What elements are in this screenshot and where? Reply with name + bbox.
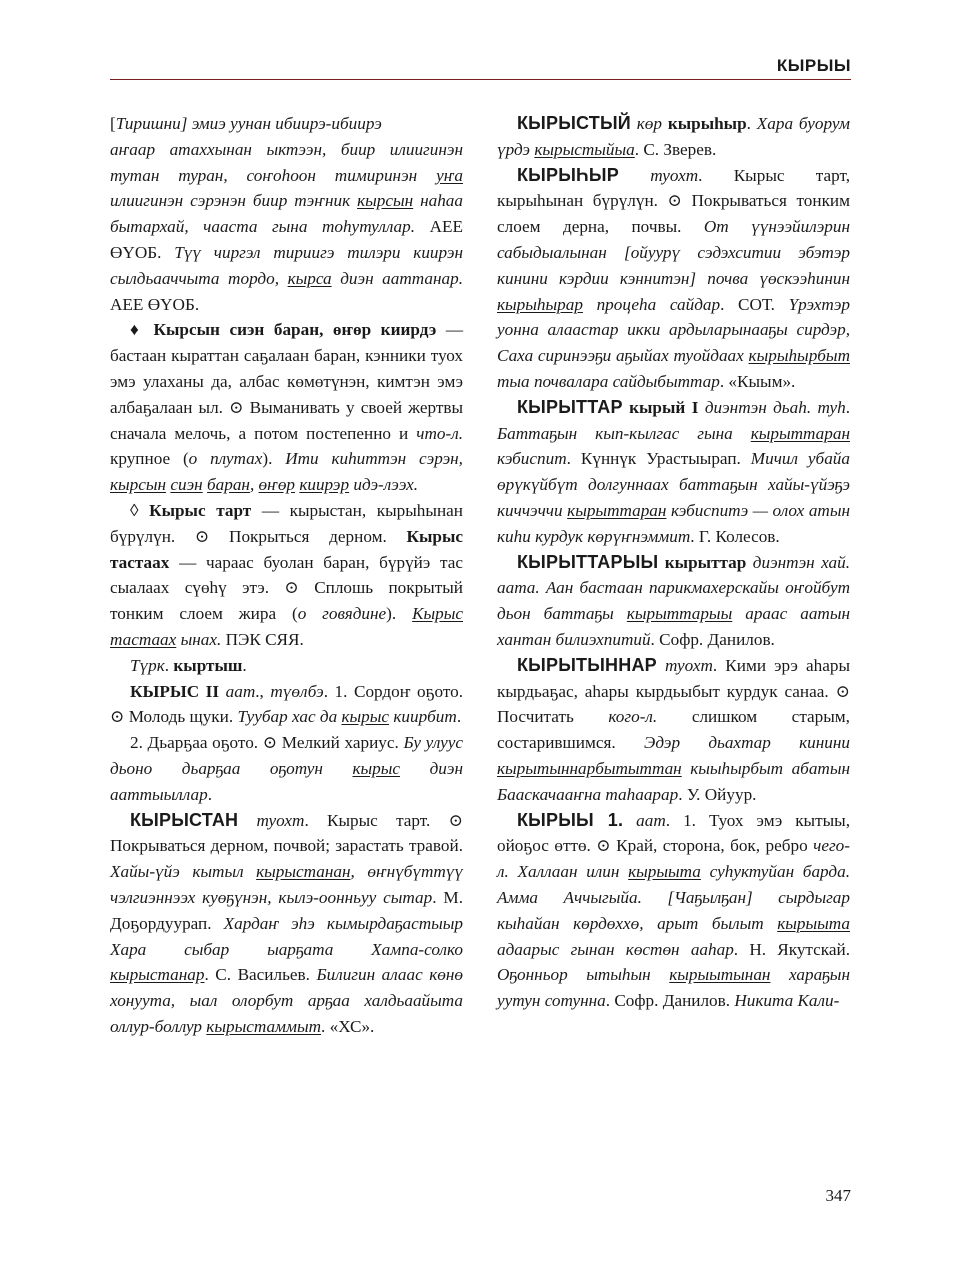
entry-kyryttar: КЫРЫТТАР кырый I диэнтэн дьаһ. туһ. Баттаҕын кып-кылгас гына кырыттаран кэбиспит. Күннүк Урастыырап. Мичил убайа өрүкүйбүт долгуннаах баттаҕын хайы-үйэҕэ киччэччи кырыттаран кэбиспитэ — олох атын киһи курдук көрүҥнэммит. Г. Колесов.: [497, 396, 851, 546]
etymology-note: Түрк. кыртыш.: [130, 655, 247, 675]
entry-kyryttaryy: КЫРЫТТАРЫЫ кырыттар диэнтэн хай. аата. Аан бастаан парикмахерскайы оҥойбут дьон баттаҕы кырыттарыы араас аатын хантан билиэхпитий. Софр. Данилов.: [497, 551, 851, 649]
page-number: 347: [825, 1186, 851, 1205]
right-column: [497, 111, 850, 1014]
headword: КЫРЫС II: [130, 681, 220, 701]
headword: КЫРЫСТАН: [130, 809, 239, 830]
headword: КЫРЫЫ 1.: [517, 809, 624, 830]
entry-continuation: [Тиришни] эмиэ уунан ибиирэ-ибиирэ аҥаар атаххынан ыктээн, биир илиигинэн тутан туран, соҥоһоон тимиринэн уҥа илиигинэн сэрэнэн биир тэҥник кырсын наһаа бытархай, чааста гына тоһутуллар. АЕЕ ӨҮОБ. Түү чиргэл тириигэ тилэри киирэн сылдьааччыта тордо, кырса диэн ааттанар. АЕЕ ӨҮОБ.: [110, 114, 463, 314]
headword: КЫРЫҺЫР: [517, 164, 619, 185]
headword: КЫРЫСТЫЙ: [517, 113, 631, 133]
running-head-title: КЫРЫЫ: [776, 56, 851, 75]
running-header: [110, 52, 851, 80]
entry-kyrys-ii: КЫРЫС II аат., түөлбэ. 1. Сордоҥ оҕото. ⊙ Молодь щуки. Туубар хас да кырыс киирбит.: [110, 681, 464, 727]
entry-kyrystan: КЫРЫСТАН туохт. Кырыс тарт. ⊙ Покрываться дерном, почвой; зарастать травой. Хайы-үйэ кытыл кырыстанан, өҥнүбүттүү чэлгиэннээх куөҕүнэн, кылэ-оонньуу сытар. М. Доҕордуурап. Хардаҥ эһэ кымырдаҕастыыр Хара сыбар ыарҕата Хампа-солко кырыстанар. С. Васильев. Билигин алаас көнө хонуута, ыал олорбут арҕаа халдьаайыта оллур-боллур кырыстаммыт. «ХС».: [110, 809, 464, 1036]
entry-kyryy-1: КЫРЫЫ 1. аат. 1. Туох эмэ кытыы, ойоҕос өттө. ⊙ Край, сторона, бок, ребро чего-л. Халлаан илин кырыыта суһуктуйан барда. Амма Аччыгыйа. [Чаҕылҕан] сырдыгар кыһайан көрдөххө, арыт былыт кырыыта адаарыс гынан көстөн ааһар. Н. Якутскай. Оҕонньор ытыһын кырыытынан хараҕын уутун сотунна. Софр. Данилов. Никита Кали-: [497, 809, 850, 1011]
headword: КЫРЫТТАРЫЫ: [517, 551, 659, 572]
phrase-block: ◊ Кырыс тарт — кырыстан, кырыһынан бүрүлүн. ⊙ Покрыться дерном. Кырыс тастаах — чараас буолан баран, бүрүйэ тас сыалаах сүөһү этэ. ⊙ Сплошь покрытый тонким слоем жира (о говядине). Кырыс тастаах ынах. ПЭК СЯЯ.: [110, 500, 463, 649]
entry-kyryhyr: КЫРЫҺЫР туохт. Кырыс тарт, кырыһынан бүрүлүн. ⊙ Покрываться тонким слоем дерна, почвы. От үүнээйилэрин сабыдыалынан [ойуурү сэдэхситии эбэтэр кинини кэрдии кэннитэн] почва үөскээһинин кырыһырар процеһа сайдар. СОТ. Үрэхтэр уонна алаастар икки ардыларынааҕы сирдэр, Саха сиринээҕи аҕыйах туойдаах кырыһырбыт тыа почвалара сайдыбыттар. «Кыым».: [497, 164, 851, 391]
entry-kyrystyi: КЫРЫСТЫЙ көр кырыһыр. Хара буорум үрдэ кырыстыйыа. С. Зверев.: [497, 113, 851, 159]
entry-kyrytynnar: КЫРЫТЫННАР туохт. Кими эрэ аһары кырдьаҕас, аһары кырдьыбыт курдук санаа. ⊙ Посчитать кого-л. слишком старым, состарившимся. Эдэр дьахтар кинини кырытыннарбытыттан кыыһырбыт абатын Баaскачааҥна таһаарар. У. Ойуур.: [497, 654, 850, 804]
headword: КЫРЫТТАР: [517, 396, 623, 417]
header-rule: [110, 79, 851, 80]
idiom-block: ♦ Кырсын сиэн баран, өҥөр киирдэ — бастаан кыраттан саҕалаан баран, кэнники туох эмэ улаханы да, албас көмөтүнэн, кимтэн эмэ албаҕалаан ыл. ⊙ Выманивать у своей жертвы сначала мелочь, а потом постепенно и что-л. крупное (о плутах). Ити киһиттэн сэрэн, кырсын сиэн баран, өҥөр киирэр идэ-лээх.: [110, 320, 463, 495]
left-column: [110, 111, 463, 1040]
sense-2: 2. Дьарҕаа оҕото. ⊙ Мелкий хариус. Бу улуус дьоно дьарҕаа оҕотун кырыс диэн ааттыыллар.: [110, 733, 463, 804]
headword: КЫРЫТЫННАР: [517, 654, 657, 675]
